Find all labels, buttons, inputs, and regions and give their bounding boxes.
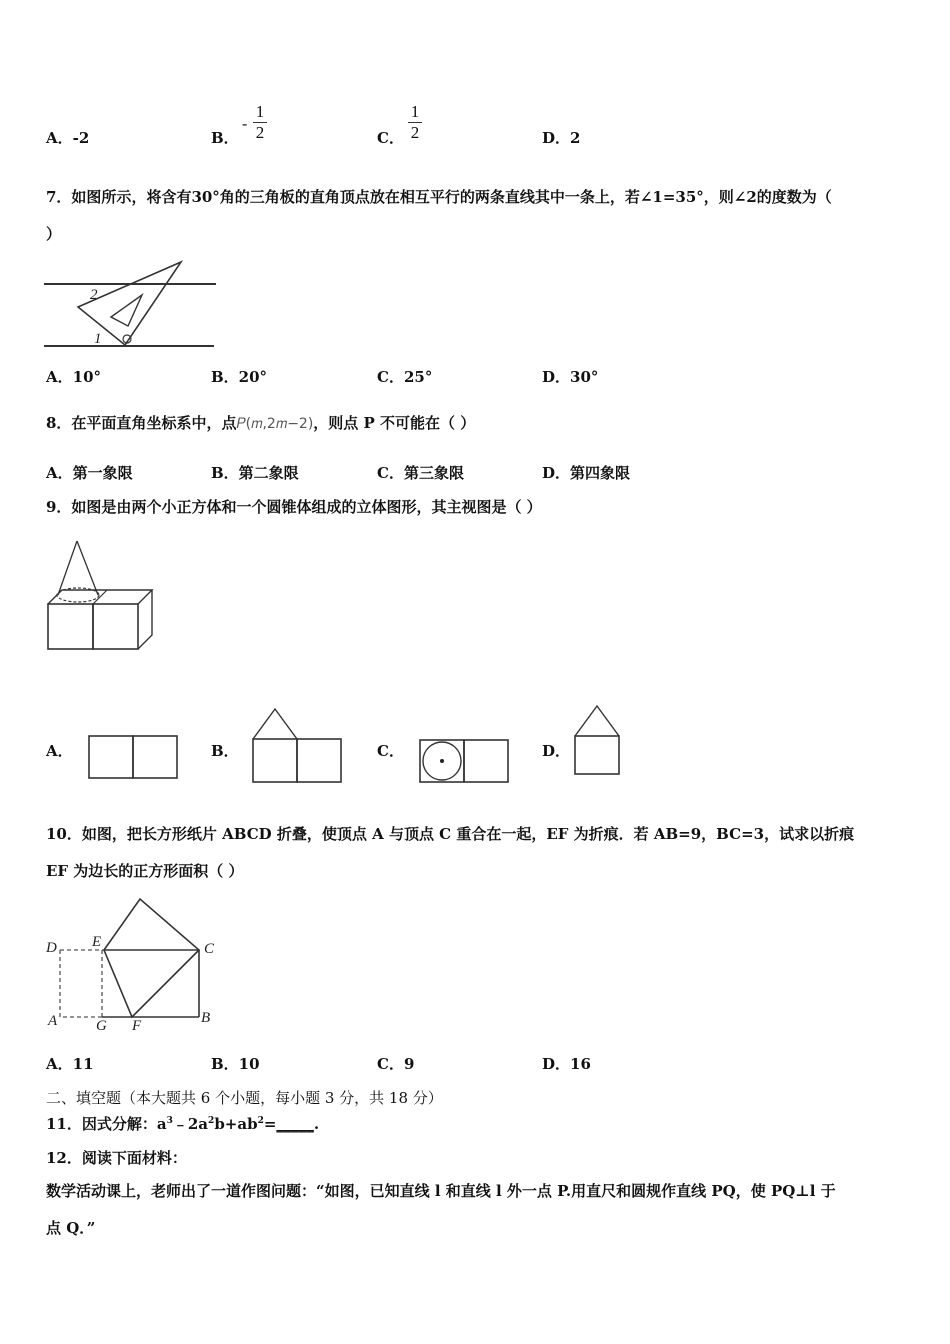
q9-option-c-figure — [417, 737, 512, 787]
q12-material-line2: 点 Q．” — [46, 1219, 96, 1237]
q9-cone-left-edge — [58, 541, 77, 595]
q9-option-d-label: D． — [542, 742, 571, 760]
q7-triangle-figure — [44, 257, 219, 352]
q11-sup-3: 2 — [257, 1116, 264, 1126]
q9-cube-right-front — [93, 604, 138, 649]
q11-suffix: = — [263, 1115, 277, 1133]
q10-rectangle-fold-figure — [44, 895, 224, 1033]
q9-cone-right-edge — [77, 541, 98, 595]
q8-option-b: B．第二象限 — [211, 464, 299, 482]
q8-point-expression: 𝑃(𝑚,2𝑚−2) — [236, 416, 314, 432]
q6-option-c-fraction — [408, 103, 422, 142]
q7-option-b: B．20° — [211, 368, 268, 386]
q9-option-a-figure — [86, 733, 181, 783]
q10-label-f: F — [132, 1018, 142, 1034]
q9-option-b-label: B． — [211, 742, 239, 760]
q10-stem-line1: 10．如图，把长方形纸片 ABCD 折叠，使顶点 A 与顶点 C 重合在一起，EF 为折痕．若 AB=9，BC=3，试求以折痕 — [46, 825, 855, 843]
q6-option-b-denominator: 2 — [255, 123, 265, 142]
section-2-heading: 二、填空题（本大题共 6 个小题，每小题 3 分，共 18 分） — [46, 1089, 443, 1107]
q7-option-c: C．25° — [377, 368, 433, 386]
q9-option-a-label: A． — [46, 742, 73, 760]
q10-label-d: D — [46, 940, 57, 956]
q7-angle-2-label: 2 — [90, 287, 98, 303]
q10-option-b: B．10 — [211, 1055, 260, 1073]
q10-option-a: A．11 — [46, 1055, 94, 1073]
q12-title: 12．阅读下面材料： — [46, 1149, 187, 1167]
q9-cube-divider-top — [93, 590, 107, 604]
q6-option-b-label: B． — [211, 129, 239, 147]
q6-option-c-denominator: 2 — [410, 123, 420, 142]
q11-sup-2: 2 — [208, 1116, 215, 1126]
q11-prefix: 11．因式分解：a — [46, 1115, 167, 1133]
q7-set-square-inner — [111, 295, 142, 326]
q10-label-e: E — [92, 934, 102, 950]
q11-mid-2: b+ab — [214, 1115, 258, 1133]
q10-option-c: C．9 — [377, 1055, 415, 1073]
q9-solid-figure — [44, 538, 159, 658]
q10-label-a: A — [48, 1013, 58, 1029]
q6-option-c-numerator: 1 — [410, 102, 420, 121]
q11-sup-1: 3 — [166, 1116, 173, 1126]
q6-option-b-fraction — [253, 103, 267, 142]
q8-option-c: C．第三象限 — [377, 464, 464, 482]
q7-option-d: D．30° — [542, 368, 599, 386]
q10-stem-line2: EF 为边长的正方形面积（ ） — [46, 862, 244, 880]
q10-label-c: C — [204, 941, 215, 957]
q11-mid-1: ﹣2a — [172, 1115, 209, 1133]
q12-material-line1: 数学活动课上，老师出了一道作图问题：“如图，已知直线 l 和直线 l 外一点 P.用直尺和圆规作直线 PQ，使 PQ⊥l 于 — [46, 1182, 836, 1200]
q6-option-b-numerator: 1 — [255, 102, 265, 121]
q8-stem-after: ，则点 P 不可能在（ ） — [313, 414, 476, 432]
q11-stem — [46, 1113, 319, 1134]
q8-option-d: D．第四象限 — [542, 464, 631, 482]
q9-option-c-label: C． — [377, 742, 404, 760]
q7-option-a: A．10° — [46, 368, 102, 386]
q7-angle-1-label: 1 — [94, 331, 102, 347]
q9-option-d-figure — [572, 703, 627, 781]
q8-option-a: A．第一象限 — [46, 464, 133, 482]
q11-answer-blank: _____ — [276, 1115, 314, 1133]
q6-option-a: A．-2 — [46, 129, 90, 147]
q9-option-b-figure — [250, 706, 345, 786]
q10-label-b: B — [201, 1010, 211, 1026]
q8-stem — [46, 412, 475, 433]
q10-option-d: D．16 — [542, 1055, 591, 1073]
q7-stem-line1: 7．如图所示，将含有30°角的三角板的直角顶点放在相互平行的两条直线其中一条上，若∠1=35°，则∠2的度数为（ — [46, 188, 832, 206]
q6-option-b-sign: - — [242, 114, 248, 133]
q7-stem-line2: ） — [46, 225, 62, 243]
q9-cube-side-face — [138, 590, 152, 649]
q9-cube-left-front — [48, 604, 93, 649]
q11-end: . — [313, 1115, 320, 1133]
q9-stem: 9．如图是由两个小正方体和一个圆锥体组成的立体图形，其主视图是（ ） — [46, 498, 542, 516]
q6-option-c-label: C． — [377, 129, 404, 147]
q8-stem-before: 8．在平面直角坐标系中，点 — [46, 414, 237, 432]
q10-label-g: G — [96, 1018, 107, 1034]
q6-option-d: D．2 — [542, 129, 581, 147]
